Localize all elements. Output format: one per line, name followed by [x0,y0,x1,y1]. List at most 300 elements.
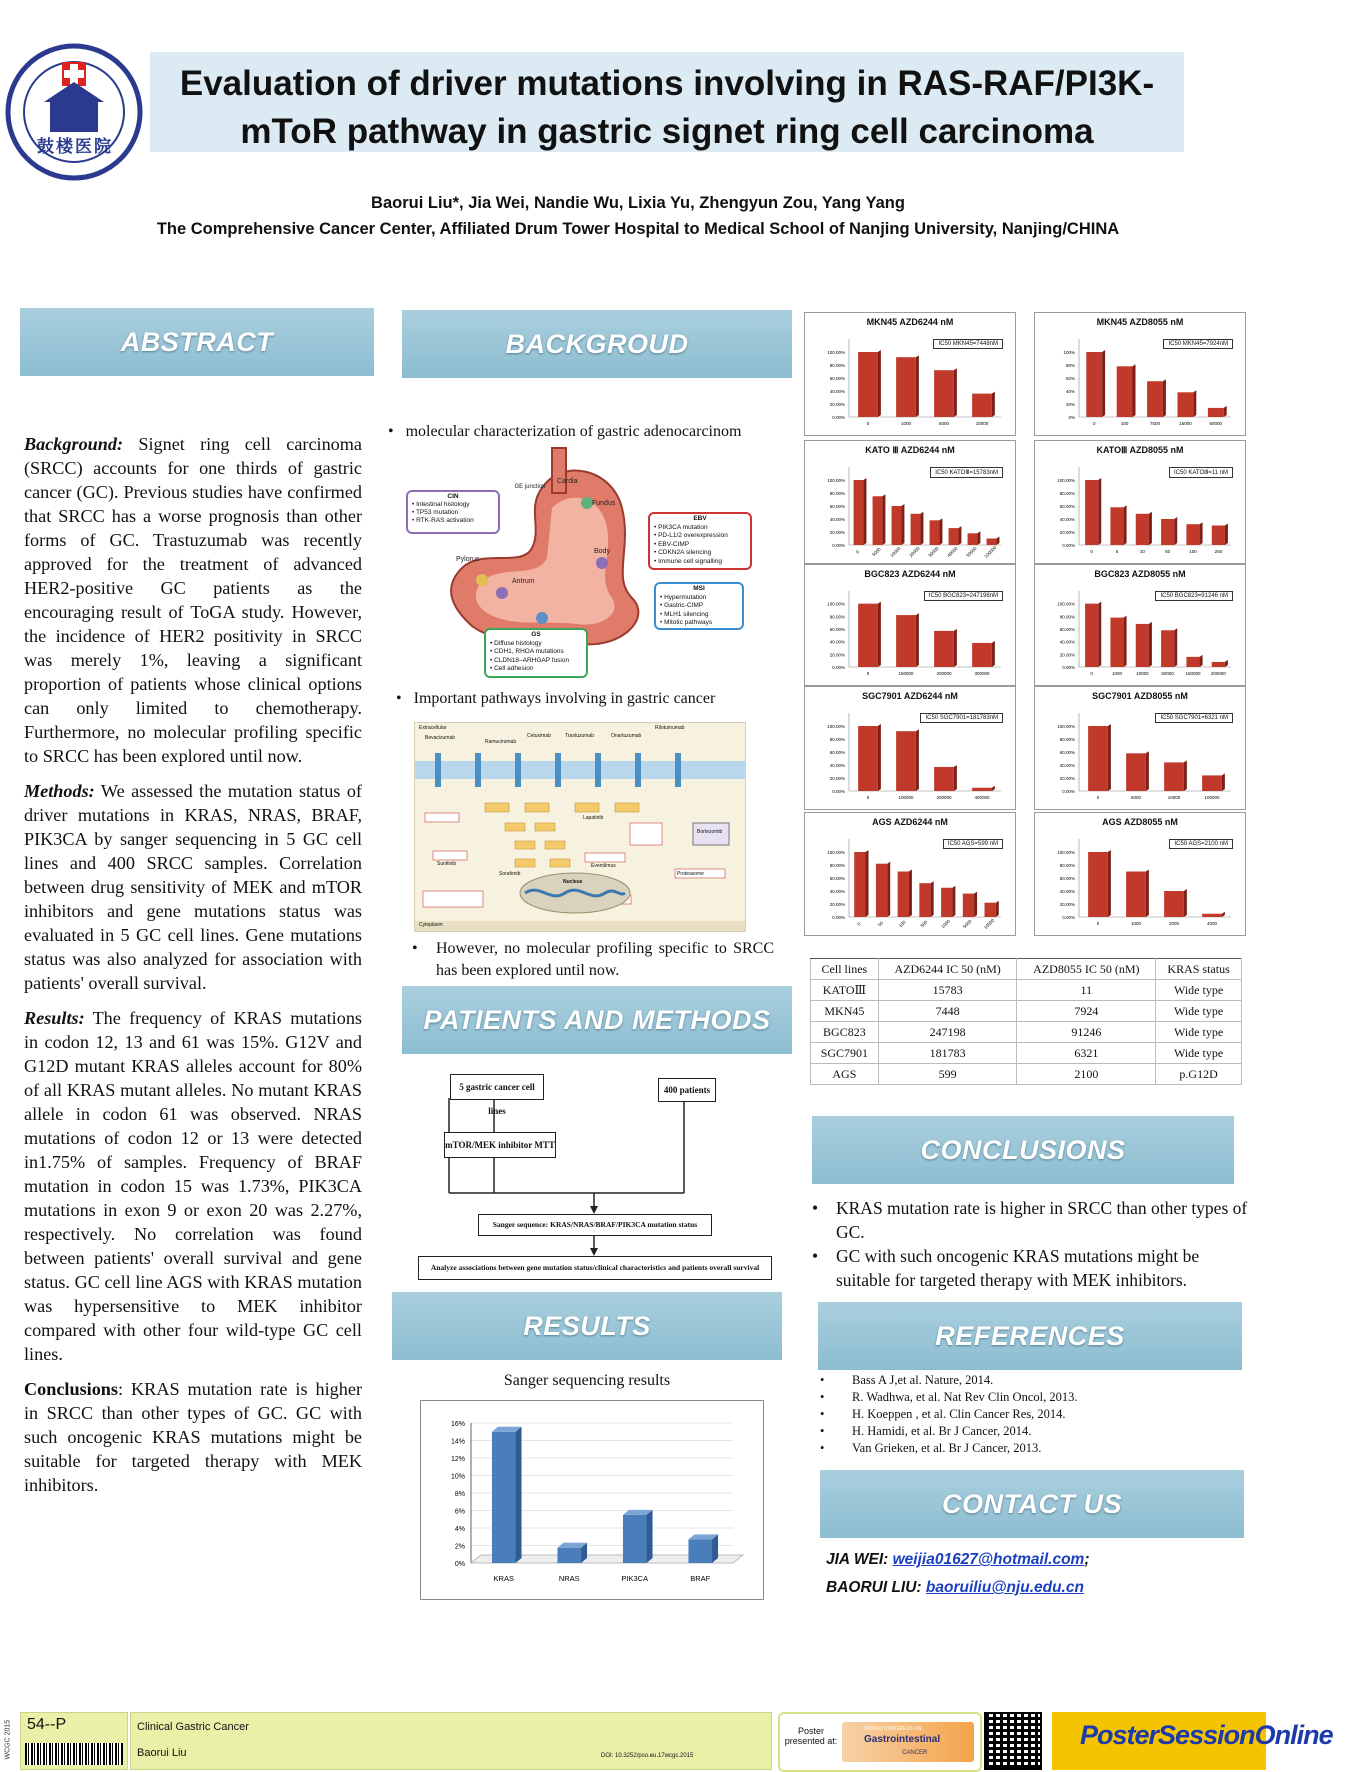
bar [1086,352,1102,417]
y-tick-label: 0.00% [832,415,845,420]
y-tick-label: 60.00% [1059,627,1075,632]
y-tick-label: 40.00% [829,763,845,768]
y-tick-label: 0.00% [832,789,845,794]
bar [858,352,878,417]
y-tick-label: 0.00% [1062,543,1075,548]
table-cell: 15783 [878,980,1017,1001]
bar [1126,872,1146,918]
conclusions-list [812,1196,1254,1292]
brand-box [1052,1712,1354,1770]
bar [492,1432,516,1563]
x-tick-label: 60000 [1209,421,1223,426]
table-cell: 2100 [1017,1064,1156,1085]
bar [1085,480,1098,545]
conclusions-heading: CONCLUSIONS [920,1135,1126,1165]
bar-side [863,478,866,545]
abstract-methods [24,779,362,995]
presented-at: Poster presented at: [784,1726,838,1746]
brand-part: .com [1332,1735,1354,1747]
reference-item: • H. Koeppen , et al. Clin Cancer Res, 2014. [820,1407,1066,1421]
stomach-label-fundus: Fundus [592,500,616,507]
y-tick-label: 4% [454,1526,465,1533]
x-tick-label: 100 [1189,549,1197,554]
table-header-row [811,959,1242,980]
msi-item: • Gastric-CIMP [660,602,704,609]
gs-item: • CLDN18–ARHGAP fusion [490,656,570,664]
ebv-item: • EBV-CIMP [654,540,690,548]
footer-category: Clinical Gastric Cancer [137,1721,249,1733]
bar [911,514,921,545]
y-tick-label: 60.00% [1059,504,1075,509]
bar-side [1225,524,1228,546]
table-row [811,1001,1242,1022]
x-tick-label: 200000 [936,671,952,676]
table-cell: 6321 [1017,1043,1156,1064]
table-header: AZD6244 IC 50 (nM) [878,959,1017,980]
qr-code [984,1712,1042,1770]
x-tick-label: 30000 [927,545,940,559]
bar-side [1098,602,1101,667]
ebv-box [648,512,752,570]
ic50-label: IC50 MKN45=7924nM [1163,339,1233,349]
contact-separator: ; [1084,1551,1090,1568]
bar [1110,507,1123,545]
y-tick-label: 20.00% [829,530,845,535]
bar-side [992,641,995,667]
contact-name: JIA WEI: [826,1551,893,1568]
bar [934,631,954,667]
x-tick-label: 100000 [1204,795,1220,800]
ic50-panel-sgc7901-azd6244 [804,686,1016,810]
y-tick-label: 100.00% [1057,601,1075,607]
bar [557,1548,581,1563]
x-tick-label: 0 [1092,421,1096,426]
bar [1212,526,1225,546]
background-heading: BACKGROUD [505,329,689,359]
pathway-label-ramucirumab: Ramucirumab [485,739,517,745]
abstract-body [24,432,362,1508]
bar-side [996,901,999,917]
bar-side [1108,724,1111,791]
pathway-label-lapatinib: Lapatinib [583,815,604,821]
brand-part: SessionOnline [1158,1720,1333,1750]
bar-side [887,862,890,917]
ic50-panel-kato-azd6244 [804,440,1016,564]
msi-box [654,582,744,630]
table-cell: Wide type [1156,1001,1242,1022]
bar [623,1515,647,1563]
references-heading: REFERENCES [935,1321,1125,1351]
event-top: WORLD CONGRESS ON [864,1726,922,1732]
y-tick-label: 100.00% [1057,724,1075,729]
authors: Baorui Liu*, Jia Wei, Nandie Wu, Lixia Yu, Zhengyun Zou, Yang Yang [371,194,905,212]
x-tick-label: 50 [1165,549,1171,554]
bar-side [1146,751,1149,791]
bar-side [931,881,934,917]
abstract-results [24,1006,362,1366]
bar [858,726,878,791]
bar-side [866,850,869,917]
results-label: Results: [24,1008,85,1028]
table-cell: SGC7901 [811,1043,879,1064]
bar [1136,624,1149,667]
pathway-label-nucleus: Nucleus [563,879,583,885]
x-tick-label: 5000 [962,918,973,930]
x-tick-label: 0 [1090,549,1093,554]
y-tick-label: 20.00% [829,776,845,781]
hospital-logo [4,42,144,182]
y-tick-label: 80.00% [829,491,845,496]
bar-side [1224,406,1227,417]
bar-side [1102,350,1105,417]
results-heading: RESULTS [523,1311,651,1341]
contact-email-link[interactable]: baoruiliu@nju.edu.cn [925,1579,1084,1596]
table-row [811,1064,1242,1085]
bar-side [954,629,957,667]
pathway-label-bevacizumab: Bevacizumab [425,735,456,741]
ebv-item: • PD-L1/2 overexpression [654,532,728,539]
ic50-table-wrap [810,958,1242,1085]
bar [892,506,902,545]
background-bullet-3: • However, no molecular profiling specific to SRCC has been explored until now. [414,938,774,982]
abstract-header [20,308,374,376]
results-caption: Sanger sequencing results [503,1372,671,1389]
cin-box [406,490,500,534]
y-tick-label: 100% [1063,350,1075,355]
y-tick-label: 100.00% [827,601,845,607]
x-tick-label: 7500 [1149,421,1161,426]
stomach-label-pylorus: Pylorus [456,556,480,563]
gs-box [484,628,588,678]
bar-side [1225,660,1228,667]
authors-block [0,190,1276,242]
y-tick-label: 100.00% [827,350,845,355]
y-tick-label: 20.00% [1059,902,1075,907]
table-header: AZD8055 IC 50 (nM) [1017,959,1156,980]
stomach-subtype-figure [412,448,752,680]
bar [854,480,864,545]
y-tick-label: 60.00% [829,750,845,755]
bar [1202,775,1222,791]
cin-title: CIN [447,493,459,500]
bullet1-text: molecular characterization of gastric adenocarcinom [405,423,742,440]
table-cell: BGC823 [811,1022,879,1043]
stomach-label-ge: GE junction [514,484,546,490]
bar [1117,366,1133,417]
table-row [811,1043,1242,1064]
y-tick-label: 20.00% [1059,776,1075,781]
abstract-conclusions [24,1377,362,1497]
ic50-panel-bgc823-azd8055 [1034,564,1246,686]
x-tick-label: 100 [897,919,907,929]
methods-text: We assessed the mutation status of driver mutations in KRAS, NRAS, BRAF, PIK3CA by sanger sequencing in 5 GC cell lines and 400 SRCC samples. Correlation between drug sensitivity of MEK and mTOR inhibitors and gene mutations status was evaluated in 5 GC cell lines. Gene mutations status was also analyzed for association with patients' overall survival. [24,781,362,993]
ic50-label: IC50 SGC7901=6321 nM [1155,713,1233,723]
contact-line-1 [826,1546,1246,1574]
x-tick-label: 1000 [900,421,912,426]
bar-side [996,537,999,546]
cin-item: • RTK-RAS activation [412,517,474,524]
poster-id: 54--P [27,1716,67,1733]
y-tick-label: 100.00% [1057,850,1075,855]
footer-info-box [130,1712,772,1770]
x-tick-label: 5000 [938,421,950,426]
y-tick-label: 40.00% [1059,763,1075,768]
x-tick-label: 2000 [1168,921,1180,926]
pathway-diagram [414,722,746,932]
x-tick-label: 200000 [936,795,952,800]
bar-side [1149,512,1152,545]
y-tick-label: 0% [1068,415,1075,420]
ic50-chart-grid [804,312,1246,936]
bar [1202,914,1222,917]
conclusion-item: • GC with such oncogenic KRAS mutations might be suitable for targeted therapy with MEK inhibitors. [812,1246,1200,1290]
contact-header [820,1470,1244,1538]
y-tick-label: 0.00% [1062,915,1075,920]
bar [941,888,952,917]
bar-side [1124,505,1127,545]
bar-side [1222,773,1225,791]
bar-side [909,870,912,918]
x-tick-label: 10000 [1136,671,1149,676]
bar [1164,891,1184,917]
pathway-label-cetuximab: Cetuximab [527,733,551,739]
y-tick-label: 20.00% [829,402,845,407]
brand-part: Poster [1080,1720,1159,1750]
x-tick-label: 50000 [1161,671,1174,676]
x-tick-label: 0 [854,549,861,555]
y-tick-label: 6% [454,1508,465,1516]
x-tick-label: 0 [856,921,862,927]
bar-side [878,350,881,417]
bar [896,731,916,791]
bar-side [958,526,961,545]
sanger-chart [421,1401,763,1599]
x-tick-label: 250 [1214,549,1223,554]
bar [972,394,992,417]
contact-heading: CONTACT US [942,1489,1122,1519]
background-text: Signet ring cell carcinoma (SRCC) accounts for one thirds of gastric cancer (GC). Previous studies have confirmed that SRCC has a worse prognosis than other forms of GC. Trastuzumab was recently approved for the treatment of advanced HER2-positive GC patients as the encouraging result of ToGA study. However, the incidence of HER2 positivity in SRCC was merely 1%, leaving a significant proportion of patients whose clinical options can only limited to chemotherapy. Furthermore, no molecular profiling specific to SRCC has been explored until now. [24,434,362,766]
bar-side [992,786,995,791]
y-tick-label: 80% [1065,363,1075,368]
y-tick-label: 40.00% [829,889,845,894]
y-tick-label: 80.00% [1059,863,1075,868]
x-tick-label: 4000 [1206,921,1218,926]
y-tick-label: 60.00% [829,876,845,881]
contact-name: BAORUI LIU: [826,1579,926,1596]
pathway-label-onartuzumab: Onartuzumab [611,733,642,739]
y-tick-label: 20.00% [1059,530,1075,535]
bar [934,370,954,417]
ic50-label: IC50 AGS=2100 nM [1169,839,1233,849]
table-cell: Wide type [1156,980,1242,1001]
x-tick-label: 0 [1090,671,1093,676]
x-tick-label: 300000 [974,671,990,676]
msi-item: • Mitotic pathways [660,619,713,626]
bar-side [939,518,942,545]
bar [1208,408,1224,417]
bar [688,1539,712,1563]
bar-side [916,613,919,667]
stomach-label-cardia: Cardia [557,478,578,485]
bar [930,520,940,545]
x-tick-label: 200000 [1210,671,1226,676]
bar-side [1184,760,1187,791]
y-tick-label: 60.00% [829,504,845,509]
msi-item: • Hypermutation [660,593,707,601]
methods-heading: PATIENTS AND METHODS [423,1005,771,1035]
bar [1161,519,1174,545]
bar [972,788,992,791]
pathway-label-extracellular: Extracellular [419,725,447,731]
y-tick-label: 100.00% [827,850,845,855]
panel-title: MKN45 AZD6244 nM [866,317,954,327]
reference-text: Bass A J,et al. Nature, 2014. [852,1373,994,1387]
pathway-label-sorafenib: Sorafenib [499,871,521,877]
y-tick-label: 80.00% [829,863,845,868]
y-tick-label: 20.00% [829,652,845,658]
conclusions-text: : KRAS mutation rate is higher in SRCC than other types of GC. GC with such oncogenic KRAS mutations might be suitable for targeted therapy with MEK inhibitors. [24,1379,362,1495]
x-tick-label: KRAS [493,1574,514,1583]
x-tick-label: PIK3CA [621,1574,649,1583]
background-bullet-2: • Important pathways involving in gastric cancer [396,690,716,707]
msi-item: • MLH1 silencing [660,610,709,618]
contact-block [826,1546,1246,1602]
table-cell: 11 [1017,980,1156,1001]
bar [873,496,883,545]
contact-email-link[interactable]: weijia01627@hotmail.com [892,1551,1085,1568]
x-tick-label: 5000 [1130,795,1142,800]
y-tick-label: 60.00% [1059,750,1075,755]
reference-text: Van Grieken, et al. Br J Cancer, 2013. [852,1441,1042,1455]
table-row [811,1022,1242,1043]
y-tick-label: 80.00% [829,363,845,368]
y-tick-label: 20% [1065,402,1075,407]
y-tick-label: 16% [450,1421,465,1428]
bar [972,643,992,667]
background-label: Background: [24,434,124,454]
x-tick-label: 150000 [898,671,914,676]
x-tick-label: 10 [1139,549,1145,554]
bar [1161,630,1174,667]
y-tick-label: 8% [454,1491,465,1498]
gs-title: GS [531,631,541,638]
panel-title: BGC823 AZD8055 nM [1094,569,1186,579]
bar-side [1146,870,1149,918]
cin-item: • Intestinal histology [412,501,470,508]
ic50-label: IC50 KATOⅢ=15783nM [930,467,1003,478]
cin-item: • TP53 mutation [412,509,459,516]
flow-box-sanger: Sanger sequence: KRAS/NRAS/BRAF/PIK3CA mutation status [478,1214,712,1236]
bar [949,528,959,545]
event-bottom: CANCER [902,1750,928,1756]
bar-side [1149,622,1152,667]
bar-side [974,892,977,917]
y-tick-label: 100.00% [1057,478,1075,483]
ic50-label: IC50 BGC823=247198nM [924,591,1003,601]
y-tick-label: 40.00% [829,639,845,645]
y-tick-label: 80.00% [1059,737,1075,742]
bar [896,357,916,417]
y-tick-label: 80.00% [829,614,845,620]
y-tick-label: 0.00% [832,665,845,670]
bar [1085,604,1098,667]
brand-text [1080,1720,1354,1751]
y-tick-label: 80.00% [1059,491,1075,496]
footer-side-label: WCGC 2015 [4,1719,12,1760]
pathway-label-rilotumumab: Rilotumumab [655,725,685,731]
bar [1088,852,1108,917]
bar [934,767,954,791]
bar-side [1098,478,1101,545]
bullet2-text: Important pathways involving in gastric cancer [413,690,716,707]
y-tick-label: 0.00% [832,915,845,920]
x-tick-label: 500 [919,919,929,929]
y-tick-label: 12% [450,1456,465,1463]
bar-side [878,602,881,667]
footer-author: Baorui Liu [137,1747,187,1759]
footer-id-box [20,1712,128,1770]
panel-title: AGS AZD6244 nM [872,817,948,827]
x-tick-label: 5 [1115,549,1119,554]
x-tick-label: 0 [866,421,870,426]
reference-item: • H. Hamidi, et al. Br J Cancer, 2014. [820,1424,1032,1438]
bar-side [882,494,885,545]
table-cell: Wide type [1156,1043,1242,1064]
y-tick-label: 60.00% [1059,876,1075,881]
table-cell: 247198 [878,1022,1017,1043]
bar-side [1163,379,1166,417]
bar [858,604,878,667]
logo-text: 鼓楼医院 [37,137,113,157]
x-tick-label: 100000 [898,795,914,800]
x-tick-label: 15000 [1179,421,1192,426]
y-tick-label: 0.00% [832,543,845,548]
footer-bar [0,1712,1354,1772]
bar-side [1108,850,1111,917]
conclusion-item: • KRAS mutation rate is higher in SRCC than other types of GC. [812,1198,1248,1242]
bar-side [1193,390,1196,417]
bar-side [901,504,904,545]
bar [876,864,887,917]
y-tick-label: 2% [454,1543,465,1551]
panel-title: KATO Ⅲ AZD6244 nM [865,445,955,455]
y-tick-label: 80.00% [829,737,845,742]
x-tick-label: 0 [866,795,870,800]
table-cell: AGS [811,1064,879,1085]
bar-side [878,724,881,791]
x-tick-label: 1000 [1130,921,1142,926]
barcode [25,1743,123,1765]
footer-doi: DOI: 10.3252/pso.eu.17wcgc.2015 [601,1753,694,1759]
bar-side [516,1427,522,1563]
gs-item: • Diffuse histology [490,639,542,647]
bar [987,539,997,546]
bullet3-text: However, no molecular profiling specific to SRCC has been explored until now. [436,940,774,979]
bar-side [1222,912,1225,917]
bar [854,852,865,917]
y-tick-label: 40.00% [829,389,845,394]
bar-side [992,392,995,417]
x-tick-label: 1000 [1111,671,1123,676]
reference-text: H. Koeppen , et al. Clin Cancer Res, 2014. [852,1407,1066,1421]
y-tick-label: 80.00% [1059,614,1075,620]
x-tick-label: 1000 [940,918,951,930]
y-tick-label: 40.00% [829,517,845,522]
ebv-title: EBV [693,515,707,522]
ebv-item: • CDKN2A silencing [654,549,712,556]
abstract-heading: ABSTRACT [120,327,274,357]
bar [1186,524,1199,545]
